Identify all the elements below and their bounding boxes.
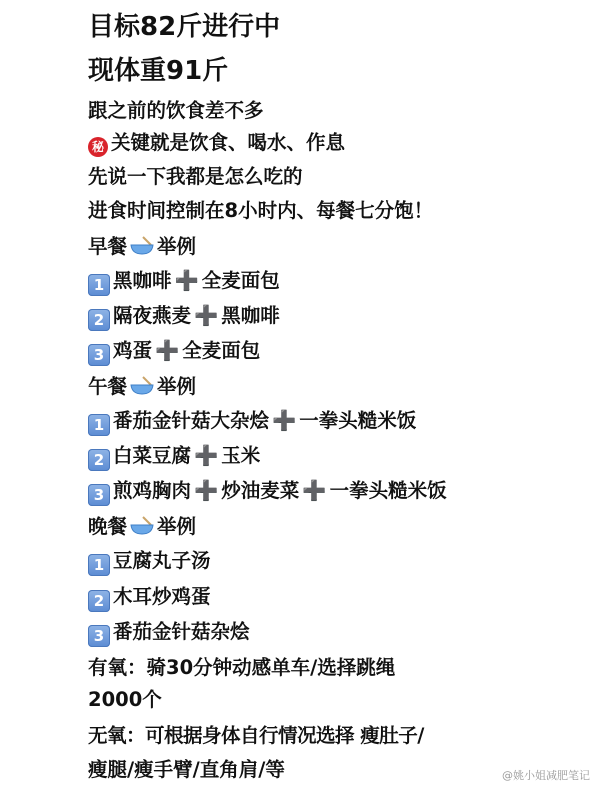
goal-title: 目标82斤进行中 bbox=[88, 12, 281, 42]
food-name: 全麦面包 bbox=[182, 339, 261, 362]
lunch-label: 午餐 bbox=[88, 375, 128, 398]
lunch-heading bbox=[88, 376, 196, 397]
lunch-item bbox=[88, 481, 447, 506]
plus-icon: ➕ bbox=[272, 409, 297, 432]
food-name: 玉米 bbox=[221, 444, 261, 467]
plus-icon: ➕ bbox=[194, 304, 219, 327]
bowl-icon bbox=[129, 236, 155, 256]
diet-same-line: 跟之前的饮食差不多 bbox=[88, 99, 264, 122]
timing-line: 进食时间控制在8小时内、每餐七分饱！ bbox=[88, 199, 434, 222]
number-badge-icon: 3 bbox=[88, 484, 110, 506]
food-name: 木耳炒鸡蛋 bbox=[113, 585, 211, 608]
food-name: 白菜豆腐 bbox=[113, 444, 192, 467]
bowl-icon bbox=[129, 516, 155, 536]
plus-icon: ➕ bbox=[302, 479, 327, 502]
food-name: 煎鸡胸肉 bbox=[113, 479, 192, 502]
number-badge-icon: 2 bbox=[88, 309, 110, 331]
secret-icon: 秘 bbox=[88, 137, 108, 157]
number-badge-icon: 2 bbox=[88, 449, 110, 471]
cardio-line: 有氧：骑30分钟动感单车/选择跳绳 bbox=[88, 656, 396, 679]
food-name: 全麦面包 bbox=[201, 269, 280, 292]
number-badge-icon: 1 bbox=[88, 414, 110, 436]
dinner-suffix: 举例 bbox=[157, 515, 197, 538]
number-badge-icon: 2 bbox=[88, 590, 110, 612]
dinner-heading bbox=[88, 516, 196, 537]
plus-icon: ➕ bbox=[155, 339, 180, 362]
key-points-text: 关键就是饮食、喝水、作息 bbox=[111, 131, 346, 154]
food-name: 豆腐丸子汤 bbox=[113, 549, 211, 572]
food-name: 炒油麦菜 bbox=[221, 479, 300, 502]
breakfast-heading bbox=[88, 236, 196, 257]
plus-icon: ➕ bbox=[194, 479, 219, 502]
food-name: 鸡蛋 bbox=[113, 339, 153, 362]
food-name: 隔夜燕麦 bbox=[113, 304, 192, 327]
food-name: 黑咖啡 bbox=[221, 304, 280, 327]
number-badge-icon: 1 bbox=[88, 554, 110, 576]
plus-icon: ➕ bbox=[194, 444, 219, 467]
dinner-label: 晚餐 bbox=[88, 515, 128, 538]
strength-line: 无氧：可根据身体自行情况选择 瘦肚子/ bbox=[88, 724, 424, 747]
breakfast-label: 早餐 bbox=[88, 235, 128, 258]
dinner-item bbox=[88, 551, 211, 576]
current-weight-title: 现体重91斤 bbox=[88, 56, 229, 86]
breakfast-item bbox=[88, 271, 280, 296]
number-badge-icon: 3 bbox=[88, 625, 110, 647]
intro-line: 先说一下我都是怎么吃的 bbox=[88, 165, 303, 188]
cardio-line-continued: 2000个 bbox=[88, 688, 162, 711]
number-badge-icon: 1 bbox=[88, 274, 110, 296]
lunch-item bbox=[88, 446, 260, 471]
breakfast-item bbox=[88, 341, 260, 366]
bowl-icon bbox=[129, 376, 155, 396]
number-badge-icon: 3 bbox=[88, 344, 110, 366]
food-name: 番茄金针菇杂烩 bbox=[113, 620, 250, 643]
lunch-item bbox=[88, 411, 416, 436]
watermark: @姚小姐减肥笔记 bbox=[502, 769, 590, 782]
food-name: 一拳头糙米饭 bbox=[299, 409, 417, 432]
food-name: 番茄金针菇大杂烩 bbox=[113, 409, 270, 432]
lunch-suffix: 举例 bbox=[157, 375, 197, 398]
plus-icon: ➕ bbox=[174, 269, 199, 292]
breakfast-item bbox=[88, 306, 280, 331]
food-name: 黑咖啡 bbox=[113, 269, 172, 292]
breakfast-suffix: 举例 bbox=[157, 235, 197, 258]
dinner-item bbox=[88, 587, 211, 612]
dinner-item bbox=[88, 622, 250, 647]
strength-line-continued: 瘦腿/瘦手臂/直角肩/等 bbox=[88, 758, 285, 781]
food-name: 一拳头糙米饭 bbox=[329, 479, 447, 502]
key-points-line bbox=[88, 133, 345, 157]
